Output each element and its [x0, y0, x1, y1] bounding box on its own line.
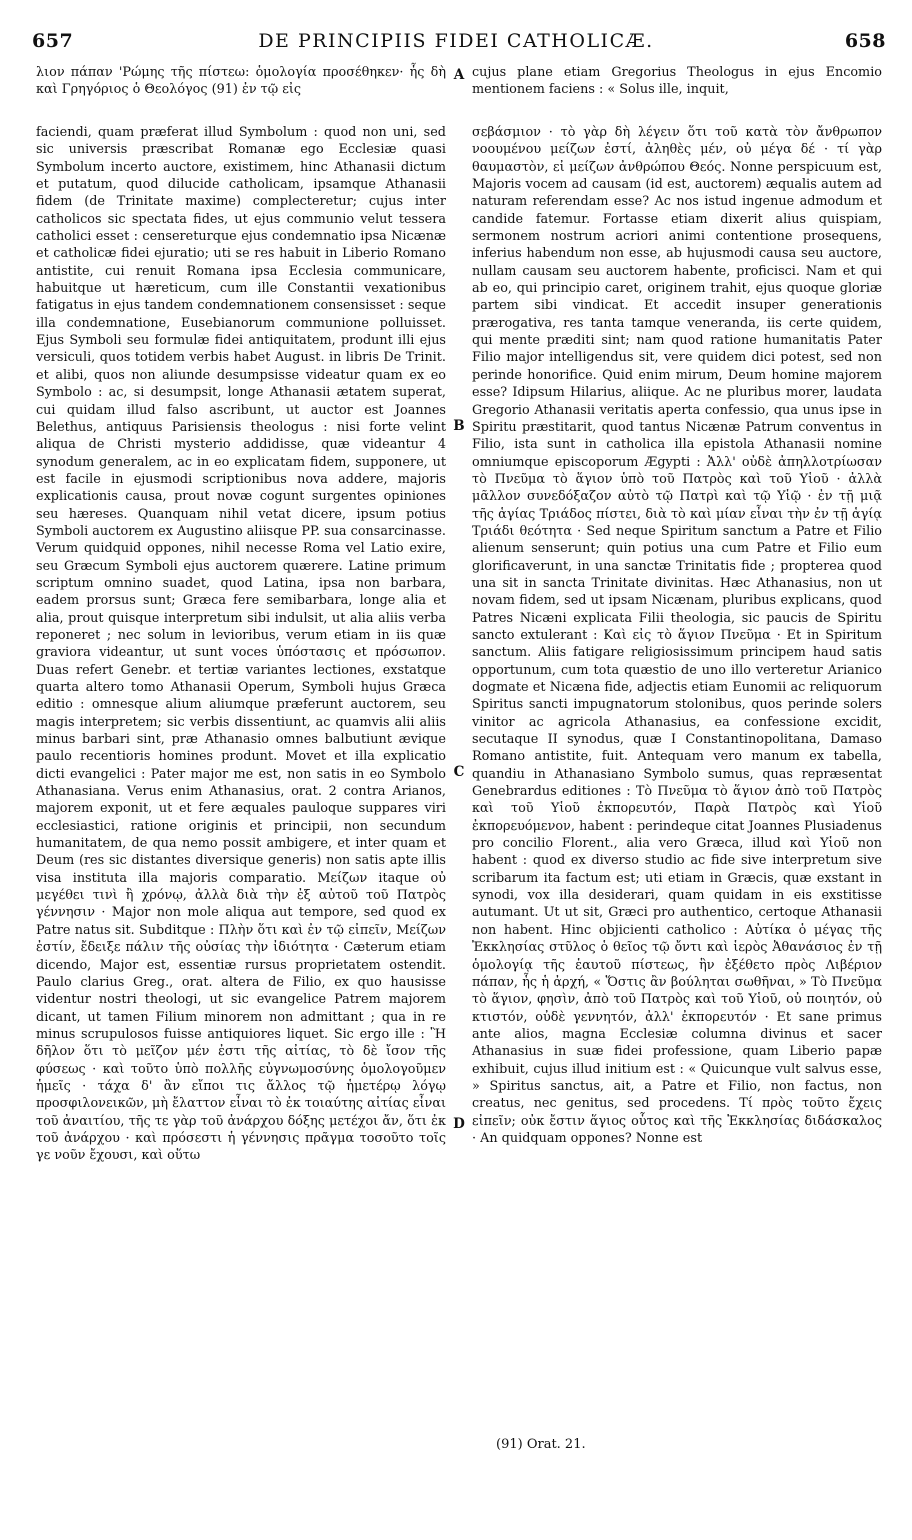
footnote: (91) Orat. 21. [496, 1437, 586, 1452]
margin-letter-c: C [453, 764, 465, 780]
margin-letter-a: A [453, 67, 465, 83]
page-number-left: 657 [32, 30, 74, 52]
margin-letter-d: D [453, 1116, 465, 1132]
left-column [36, 124, 446, 1165]
margin-letter-b: B [453, 418, 465, 434]
top-greek-line [36, 64, 446, 99]
right-column [472, 124, 882, 1147]
left-column-paragraph: faciendi, quam præferat illud Symbolum : quod non uni, sed sic universis præscribat Romanæ ego Ecclesiæ quasi Symbolum incerto auctore, existimem, hinc Athanasii dictum et putatum, quod dilucide catholicam, ipsamque Athanasii fidem (de Trinitate maxime) complecteretur; cujus inter catholicos sic spectata fides, ut ejus communio velut tessera catholici esset : censereturque ejus condemnatio ipsa Nicænæ et catholicæ fidei ejuratio; uti se res habuit in Liberio Romano antistite, cui renuit Romana ipsa Ecclesia communicare, habuitque ut hæreticum, cum ille Constantii vexationibus fatigatus in ejus tandem condemnationem consensisset : seque illa condemnatione, Eusebianorum communione polluisset. Ejus Symboli seu formulæ fidei antiquitatem, produnt illi ejus versiculi, quos totidem verbis habet August. in libris De Trinit. et alibi, quos non aliunde desumpsisse videatur quam ex eo Symbolo : ac, si desumpsit, longe Athanasii ætatem superat, cui quidam illud falso ascribunt, ut auctor est Joannes Belethus, antiquus Parisiensis theologus : nisi forte velint aliqua de Christi mysterio addidisse, quæ videantur 4 synodum generalem, ac in eo explicatam fidem, supponere, ut est facile in ejusmodi scriptionibus nova addere, majoris explicationis causa, prout novæ cogunt surgentes opiniones seu hæreses. Quanquam nihil vetat dicere, ipsum potius Symboli auctorem ex Augustino aliisque PP. sua consarcinasse. Verum quidquid oppones, nihil necesse Roma vel Latio exire, seu Græcum Symboli ejus auctorem quærere. Latine primum scriptum omnino suadet, quod Latina, ipsa non barbara, eadem prorsus sunt; Græca fere semibarbara, longe alia et alia, prout quisque interpretum sibi indulsit, ut alia aliis verba reponeret ; nec solum in levioribus, verum etiam in iis quæ graviora videantur, ut sunt voces ὑπόστασις et πρόσωπον. Duas refert Genebr. et tertiæ variantes lectiones, exstatque quarta altero tomo Athanasii Operum, Symboli hujus Græca editio : omnesque alium aliumque præferunt auctorem, seu magis interpretem; sic verbis dissentiunt, ac quamvis alii aliis minus barbari sint, præ Athanasio omnes balbutiunt ævique paulo recentioris homines produnt. Movet et illa explicatio dicti evangelici : Pater major me est, non satis in eo Symbolo Athanasiana. Verus enim Athanasius, orat. 2 contra Arianos, majorem exponit, ut et fere æquales pauloque suppares viri ecclesiastici, ratione originis et principii, non secundum humanitatem, de qua nemo possit ambigere, et inter quam et Deum (res sic distantes diversique generis) non satis apte illis visa instituta illa majoris comparatio. Μείζων itaque οὐ μεγέθει τινὶ ἢ χρόνῳ, ἀλλὰ διὰ τὴν ἐξ αὐτοῦ τοῦ Πατρὸς γέννησιν · Major non mole aliqua aut tempore, sed quod ex Patre natus sit. Subditque : Πλὴν ὅτι καὶ ἐν τῷ εἰπεῖν, Μείζων ἐστίν, ἔδειξε πάλιν τῆς οὐσίας τὴν ἰδιότητα · Cæterum etiam dicendo, Major est, essentiæ rursus proprietatem ostendit. Paulo clarius Greg., orat. altera de Filio, ex quo hausisse videntur nostri theologi, ut sic evangelice Patrem majorem dicant, ut tamen Filium minorem non admittant ; qua in re minus scrupulosos fuisse antiquiores liquet. Sic ergo ille : Ἢ δῆλον ὅτι τὸ μεῖζον μέν ἐστι τῆς αἰτίας, τὸ δὲ ἴσον τῆς φύσεως · καὶ τοῦτο ὑπὸ πολλῆς εὐγνωμοσύνης ὁμολογοῦμεν ἡμεῖς · τάχα δ' ἂν εἴποι τις ἄλλος τῷ ἡμετέρῳ λόγῳ προσφιλονεικῶν, μὴ ἔλαττον εἶναι τὸ ἐκ τοιαύτης αἰτίας εἶναι τοῦ ἀναιτίου, τῆς τε γὰρ τοῦ ἀνάρχου δόξης μετέχοι ἄν, ὅτι ἐκ τοῦ ἀνάρχου · καὶ πρόσεστι ἡ γέννησις πρᾶγμα τοσοῦτο τοῖς γε νοῦν ἔχουσι, καὶ οὕτω [36, 125, 446, 1164]
running-title: DE PRINCIPIIS FIDEI CATHOLICÆ. [258, 30, 654, 52]
top-right-text: cujus plane etiam Gregorius Theologus in ejus Encomio mentionem faciens : « Solus ille, inquit, [472, 65, 882, 98]
top-latin-line [472, 64, 882, 99]
page-number-right: 658 [844, 30, 886, 52]
running-head [22, 30, 890, 56]
top-left-text: λιον πάπαν 'Ρώμης τῆς πίστεω: ὁμολογία προσέθηκεν· ἧς δὴ καὶ Γρηγόριος ὁ Θεολόγος (91) ἐν τῷ εἰς [36, 65, 446, 98]
right-column-paragraph: σεβάσμιον · τὸ γὰρ δὴ λέγειν ὅτι τοῦ κατὰ τὸν ἄνθρωπον νοουμένου μείζων ἐστί, ἀληθὲς μέν, οὐ μέγα δέ · τί γὰρ θαυμαστὸν, εἰ μείζων ἀνθρώπου Θεός. Nonne perspicuum est, Majoris vocem ad causam (id est, auctorem) æqualis autem ad naturam referendam esse? Ac nos istud ingenue admodum et candide fatemur. Fortasse etiam dixerit alius quispiam, sermonem nostrum acriori animi contentione prosequens, inferius habendum non esse, ab hujusmodi causa seu auctore, nullam causam seu auctorem habente, proficisci. Nam et qui ab eo, qui principio caret, originem trahit, ejus quoque gloriæ partem sibi vindicat. Et accedit insuper generationis prærogativa, res tanta tamque veneranda, iis certe quidem, qui mente præditi sint; nam quod ratione humanitatis Pater Filio major intelligendus sit, vere quidem dici potest, sed non perinde honorifice. Quid enim mirum, Deum homine majorem esse? Idipsum Hilarius, aliique. Ac ne pluribus morer, laudata Gregorio Athanasii veritatis aperta confessio, qua unus ipse in Spiritu præstitarit, quod tantus Nicænæ Patrum conventus in Filio, ista sunt in catholica illa epistola Athanasii nomine omniumque episcoporum Ægypti : Ἀλλ' οὐδὲ ἀπηλλοτρίωσαν τὸ Πνεῦμα τὸ ἅγιον ὑπὸ τοῦ Πατρὸς καὶ τοῦ Υἱοῦ · ἀλλὰ μᾶλλον συνεδόξαζον αὐτὸ τῷ Πατρὶ καὶ τῷ Υἱῷ · ἐν τῇ μιᾷ τῆς ἁγίας Τριάδος πίστει, διὰ τὸ καὶ μίαν εἶναι τὴν ἐν τῇ ἁγίᾳ Τριάδι θεότητα · Sed neque Spiritum sanctum a Patre et Filio alienum senserunt; quin potius una cum Patre et Filio eum glorificaverunt, in una sanctæ Trinitatis fide ; propterea quod una sit in sancta Trinitate divinitas. Hæc Athanasius, non ut novam fidem, sed ut ipsam Nicænam, pluribus explicans, quod Patres Nicæni explicata Filii theologia, sic paucis de Spiritu sancto extulerant : Καὶ εἰς τὸ ἅγιον Πνεῦμα · Et in Spiritum sanctum. Aliis fatigare religiosissimum principem haud satis opportunum, cum tota quæstio de uno illo verteretur Arianico dogmate et Nicæna fide, adjectis etiam Eunomii ac reliquorum Spiritus sancti impugnatorum stolonibus, quos perinde solers vinitor ac agricola Athanasius, ea confessione excidit, secutaque II synodus, quæ I Constantinopolitana, Damaso Romano antistite, fuit. Antequam vero manum ex tabella, quandiu in Athanasiano Symbolo sumus, quas repræsentat Genebrardus editiones : Τὸ Πνεῦμα τὸ ἅγιον ἀπὸ τοῦ Πατρὸς καὶ τοῦ Υἱοῦ ἐκπορευτόν, Παρὰ Πατρὸς καὶ Υἱοῦ ἐκπορευόμενον, habent : perindeque citat Joannes Plusiadenus pro concilio Florent., alia vero Græca, illud καὶ Υἱοῦ non habent : quod ex diverso studio ac fide sive interpretum sive scribarum ita factum est; uti etiam in Græcis, quæ exstant in synodi, vox illa desiderari, quam quidam in eis exstitisse autumant. Ut ut sit, Græci pro authentico, certoque Athanasii non habent. Hinc objicienti catholico : Αὐτίκα ὁ μέγας τῆς Ἐκκλησίας στῦλος ὁ θεῖος τῷ ὄντι καὶ ἱερὸς Ἀθανάσιος ἐν τῇ ὁμολογίᾳ τῆς ἑαυτοῦ πίστεως, ἣν ἐξέθετο πρὸς Λιβέριον πάπαν, ἧς ἡ ἀρχή, « Ὅστις ἂν βούληται σωθῆναι, » Τὸ Πνεῦμα τὸ ἅγιον, φησὶν, ἀπὸ τοῦ Πατρὸς καὶ τοῦ Υἱοῦ, οὐ ποιητόν, οὐ κτιστόν, οὐδὲ γεννητόν, ἀλλ' ἐκπορευτόν · Et sane primus ante alios, magna Ecclesiæ columna divinus et sacer Athanasius in suæ fidei professione, quam Liberio papæ exhibuit, cujus illud initium est : « Quicunque vult salvus esse, » Spiritus sanctus, ait, a Patre et Filio, non factus, non creatus, nec genitus, sed procedens. Τί πρὸς τοῦτο ἔχεις εἰπεῖν; οὐκ ἔστιν ἅγιος οὗτος καὶ τῆς Ἐκκλησίας διδάσκαλος · An quidquam oppones? Nonne est [472, 125, 882, 1146]
